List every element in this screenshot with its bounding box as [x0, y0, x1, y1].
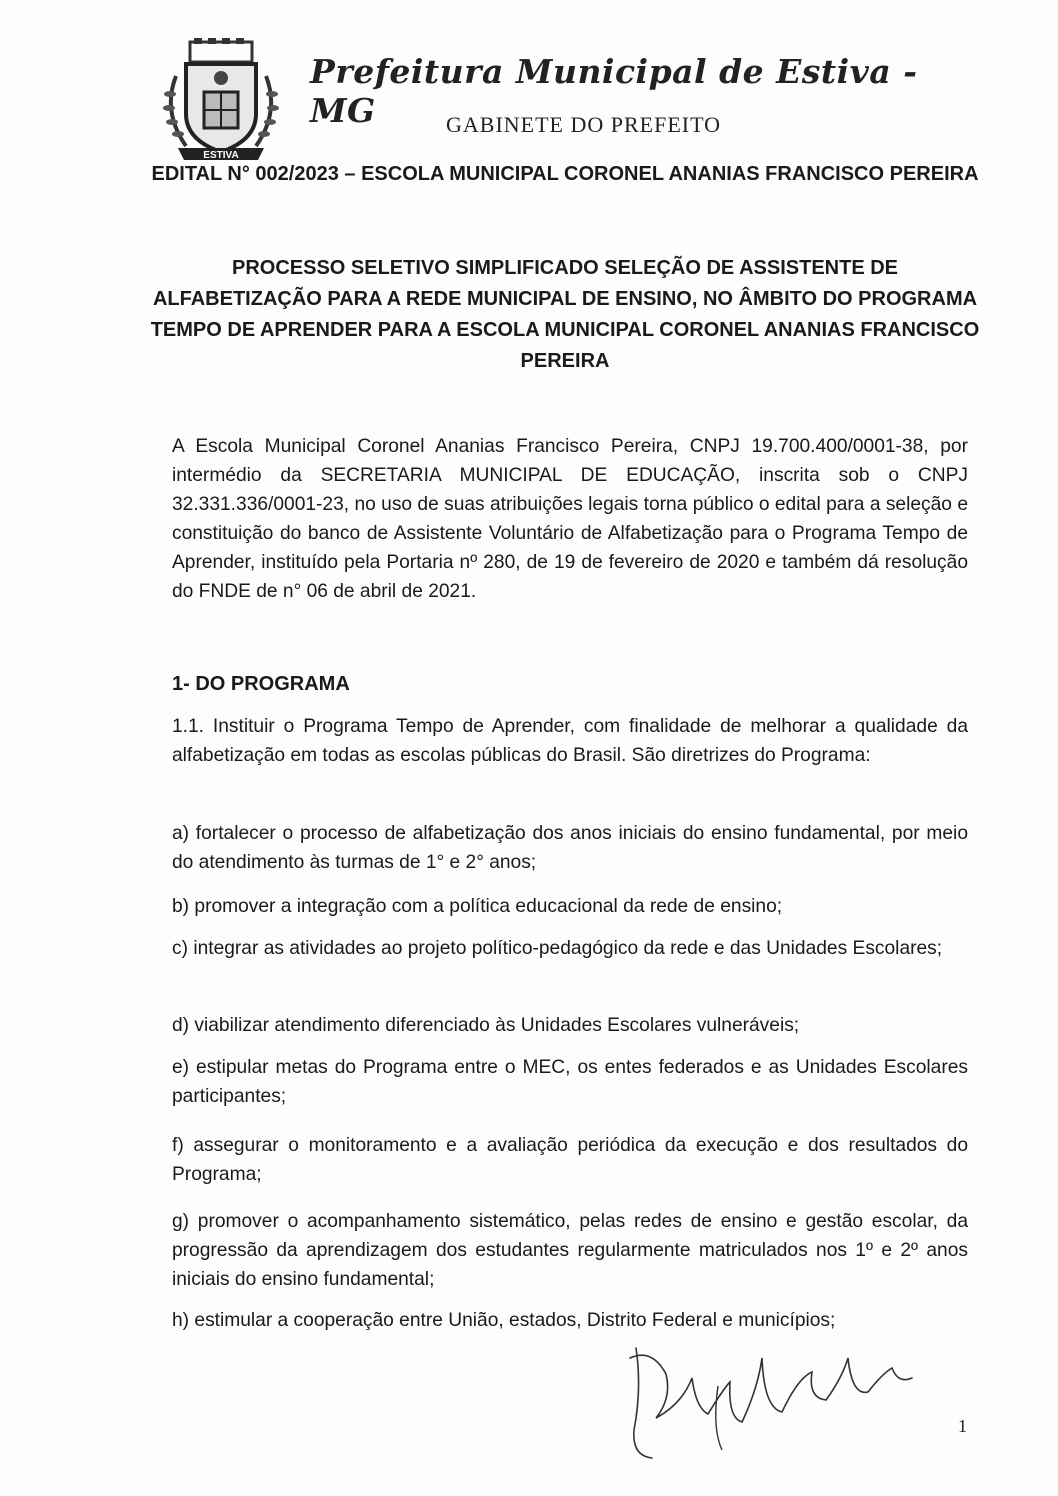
page-number: 1: [958, 1416, 967, 1436]
cabinet-subtitle: GABINETE DO PREFEITO: [446, 112, 722, 137]
list-item: d) viabilizar atendimento diferenciado às Unidades Escolares vulneráveis;: [172, 1015, 800, 1036]
list-item: 1.1. Instituir o Programa Tempo de Aprender, com finalidade de melhorar a qualidade da alfabetização em todas as escolas públicas do Brasil. São diretrizes do Programa:: [172, 716, 968, 766]
section-heading: 1- DO PROGRAMA: [172, 673, 350, 695]
crest-ribbon-text: ESTIVA: [203, 150, 239, 161]
process-title: PROCESSO SELETIVO SIMPLIFICADO SELEÇÃO DE ASSISTENTE DE ALFABETIZAÇÃO PARA A REDE MUNICIPAL DE ENSINO, NO ÂMBITO DO PROGRAMA TEMPO DE APRENDER PARA A ESCOLA MUNICIPAL CORONEL ANANIAS FRANCISCO PEREIRA: [150, 257, 980, 372]
list-item: h) estimular a cooperação entre União, estados, Distrito Federal e municípios;: [172, 1310, 836, 1331]
intro-paragraph: A Escola Municipal Coronel Ananias Francisco Pereira, CNPJ 19.700.400/0001-38, por intermédio da SECRETARIA MUNICIPAL DE EDUCAÇÃO, inscrita sob o CNPJ 32.331.336/0001-23, no uso de suas atribuições legais torna público o edital para a seleção e constituição do banco de Assistente Voluntário de Alfabetização para o Programa Tempo de Aprender, instituído pela Portaria nº 280, de 19 de fevereiro de 2020 e também dá resolução do FNDE de n° 06 de abril de 2021.: [172, 436, 968, 602]
list-item: b) promover a integração com a política educacional da rede de ensino;: [172, 896, 783, 917]
list-item: g) promover o acompanhamento sistemático, pelas redes de ensino e gestão escolar, da progressão da aprendizagem dos estudantes regularmente matriculados nos 1º e 2º anos iniciais do ensino fundamental;: [172, 1211, 968, 1290]
list-item: e) estipular metas do Programa entre o MEC, os entes federados e as Unidades Escolares participantes;: [172, 1057, 968, 1107]
list-item: f) assegurar o monitoramento e a avaliação periódica da execução e dos resultados do Programa;: [172, 1135, 968, 1185]
list-item: a) fortalecer o processo de alfabetização dos anos iniciais do ensino fundamental, por meio do atendimento às turmas de 1° e 2° anos;: [172, 823, 968, 873]
handwritten-signature: [612, 1318, 932, 1468]
prefecture-title: Prefeitura Municipal de Estiva - MG: [310, 52, 918, 130]
municipal-crest-icon: [156, 36, 286, 166]
edital-title: EDITAL N° 002/2023 – ESCOLA MUNICIPAL CORONEL ANANIAS FRANCISCO PEREIRA: [151, 163, 979, 185]
list-item: c) integrar as atividades ao projeto político-pedagógico da rede e das Unidades Escolares;: [172, 938, 943, 959]
